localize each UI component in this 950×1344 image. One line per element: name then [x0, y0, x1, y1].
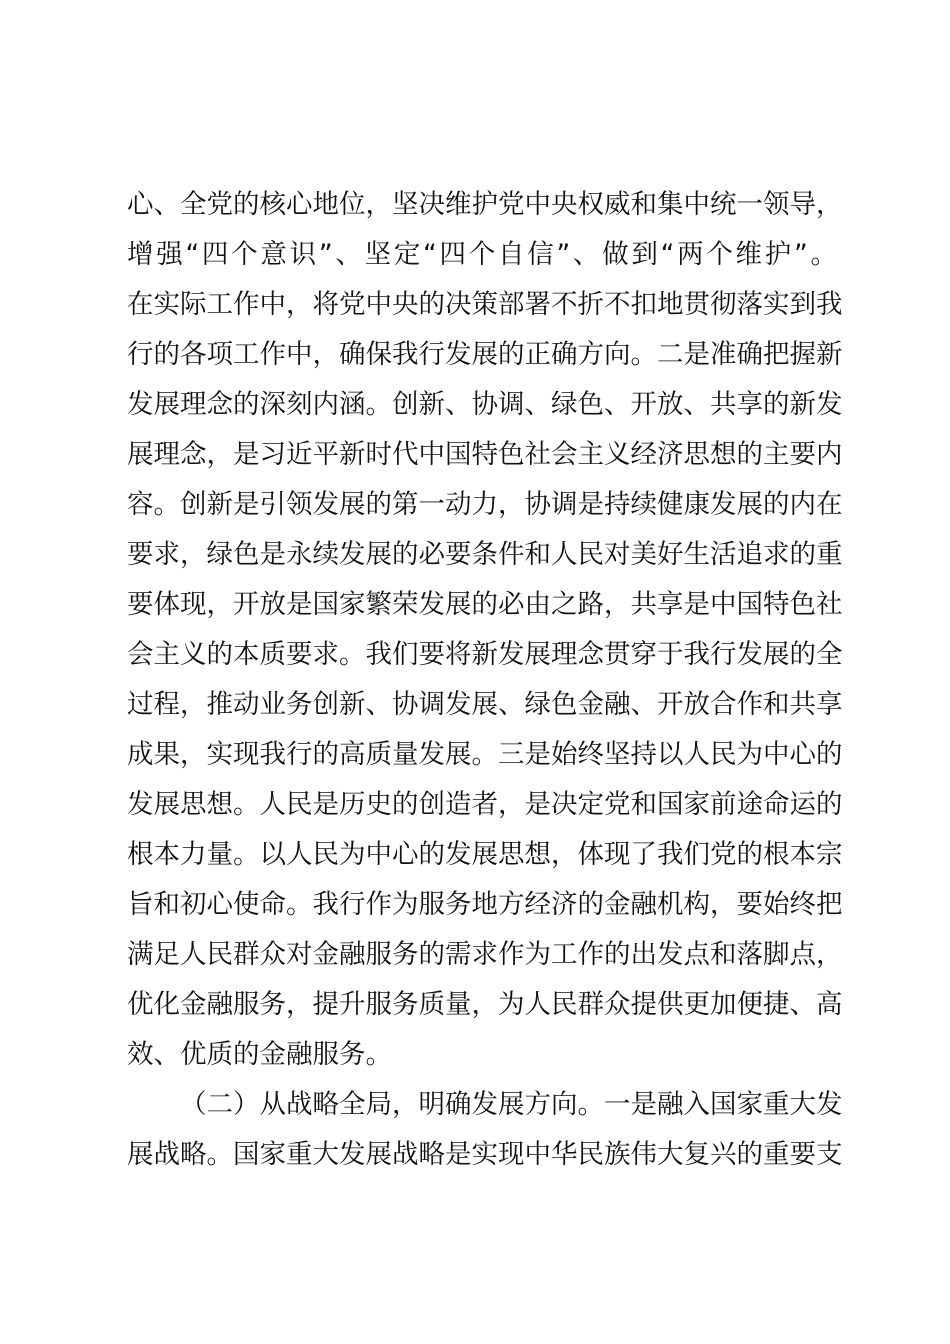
paragraph-line: 优化金融服务，提升服务质量，为人民群众提供更加便捷、高 — [127, 989, 843, 1020]
paragraph-line: 在实际工作中，将党中央的决策部署不折不扣地贯彻落实到我 — [127, 289, 843, 320]
paragraph-line: 成果，实现我行的高质量发展。三是始终坚持以人民为中心的 — [127, 739, 843, 770]
paragraph-line: 要求，绿色是永续发展的必要条件和人民对美好生活追求的重 — [127, 539, 843, 570]
section-heading-line: （二）从战略全局，明确发展方向。一是融入国家重大发 — [180, 1089, 843, 1120]
paragraph-line: 根本力量。以人民为中心的发展思想，体现了我们党的根本宗 — [127, 839, 843, 870]
paragraph-line: 容。创新是引领发展的第一动力，协调是持续健康发展的内在 — [127, 489, 843, 520]
paragraph-line: 发展理念的深刻内涵。创新、协调、绿色、开放、共享的新发 — [127, 389, 843, 420]
paragraph-line: 效、优质的金融服务。 — [127, 1039, 392, 1070]
paragraph-line: 会主义的本质要求。我们要将新发展理念贯穿于我行发展的全 — [127, 639, 843, 670]
paragraph-line: 满足人民群众对金融服务的需求作为工作的出发点和落脚点， — [127, 939, 843, 970]
paragraph-line: 过程，推动业务创新、协调发展、绿色金融、开放合作和共享 — [127, 689, 843, 720]
paragraph-line: 展战略。国家重大发展战略是实现中华民族伟大复兴的重要支 — [127, 1139, 843, 1170]
paragraph-line: 展理念，是习近平新时代中国特色社会主义经济思想的主要内 — [127, 439, 843, 470]
paragraph-line: 要体现，开放是国家繁荣发展的必由之路，共享是中国特色社 — [127, 589, 843, 620]
paragraph-line: 旨和初心使命。我行作为服务地方经济的金融机构，要始终把 — [127, 889, 843, 920]
paragraph-line: 心、全党的核心地位，坚决维护党中央权威和集中统一领导， — [127, 189, 843, 220]
paragraph-line: 发展思想。人民是历史的创造者，是决定党和国家前途命运的 — [127, 789, 843, 820]
paragraph-line: 行的各项工作中，确保我行发展的正确方向。二是准确把握新 — [127, 339, 843, 370]
paragraph-line: 增强“四个意识”、坚定“四个自信”、做到“两个维护”。 — [127, 239, 837, 270]
